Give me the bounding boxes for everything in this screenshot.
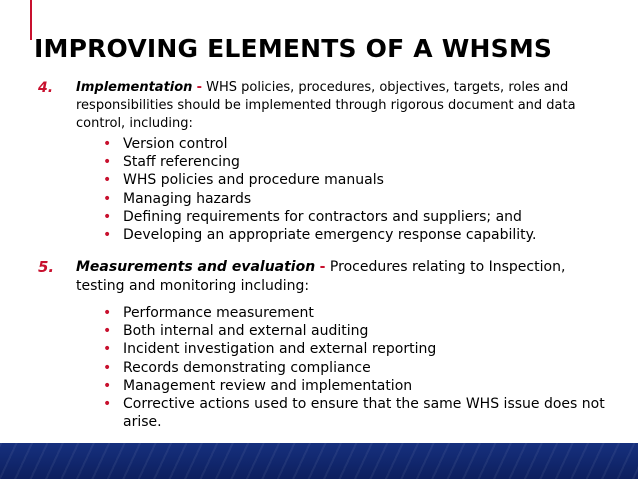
list-item: • Defining requirements for contractors and suppliers; and — [103, 208, 522, 225]
list-item: • Performance measurement — [103, 305, 314, 321]
bullet-list — [101, 135, 618, 244]
bullet-icon: • — [103, 190, 112, 207]
bullet-icon: • — [103, 154, 112, 171]
bullet-icon: • — [103, 208, 112, 225]
list-item: • Management review and implementation — [103, 377, 413, 394]
bullet-icon: • — [103, 359, 112, 376]
bullet-icon: • — [103, 136, 112, 152]
section-number: 5. — [38, 258, 55, 276]
section-text: Procedures relating to Inspection, testing and monitoring including: — [76, 259, 566, 294]
section-heading — [38, 258, 618, 296]
bullet-icon: • — [103, 377, 112, 394]
bullet-icon: • — [103, 341, 112, 358]
list-item: • WHS policies and procedure manuals — [103, 172, 384, 189]
slide-title: IMPROVING ELEMENTS OF A WHSMS — [34, 34, 553, 63]
list-item: • Managing hazards — [103, 190, 252, 207]
section-lead: Measurements and evaluation — [76, 259, 316, 275]
section-implementation — [38, 79, 618, 244]
section-heading — [38, 79, 618, 133]
footer-banner — [0, 443, 638, 479]
list-item: • Both internal and external auditing — [103, 323, 369, 340]
list-item: • Staff referencing — [103, 154, 240, 171]
list-item: • Developing an appropriate emergency response capability. — [103, 227, 537, 244]
section-number: 4. — [38, 80, 54, 96]
section-measurements — [38, 258, 618, 431]
bullet-list — [101, 304, 618, 431]
section-text: WHS policies, procedures, objectives, targets, roles and responsibilities should be implemented through rigorous document and data control, including: — [76, 80, 576, 131]
bullet-icon: • — [103, 227, 112, 244]
bullet-icon: • — [103, 172, 112, 189]
section-lead: Implementation — [76, 80, 193, 95]
bullet-icon: • — [103, 323, 112, 340]
bullet-icon: • — [103, 396, 112, 413]
list-item: • Incident investigation and external reporting — [103, 341, 437, 358]
list-item: • Corrective actions used to ensure that the same WHS issue does not arise. — [103, 396, 605, 431]
list-item: • Version control — [103, 136, 228, 152]
section-separator: - — [196, 80, 202, 95]
bullet-icon: • — [103, 305, 112, 321]
list-item: • Records demonstrating compliance — [103, 359, 371, 376]
section-separator: - — [319, 259, 326, 275]
left-accent-rule — [30, 0, 32, 40]
